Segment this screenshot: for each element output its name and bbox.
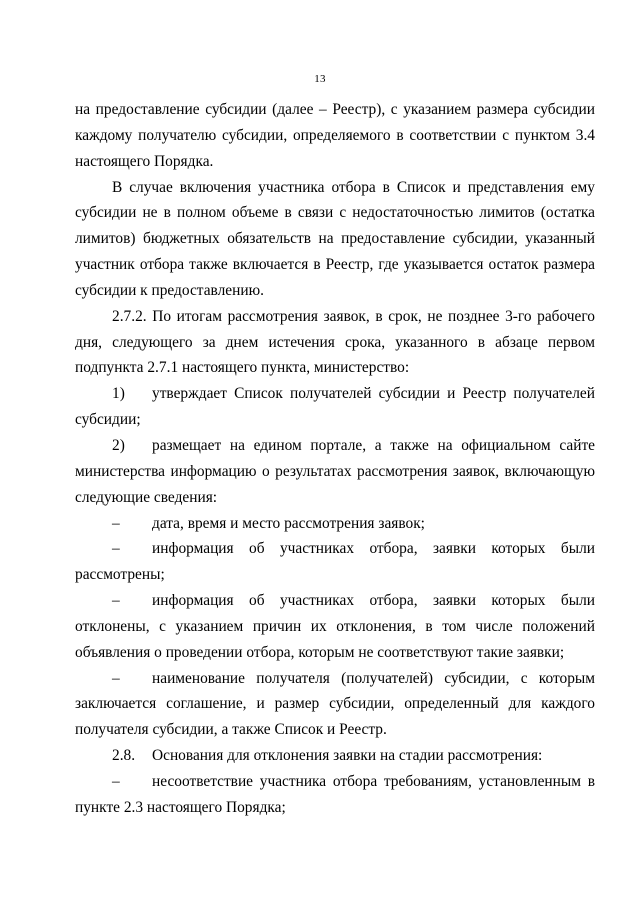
item-text: утверждает Список получателей субсидии и Реестр получателей субсидии;	[75, 385, 595, 429]
item-text: информация об участниках отбора, заявки которых были рассмотрены;	[75, 540, 595, 584]
section-number: 2.8.	[112, 747, 136, 765]
dash-item-rejected-participants	[75, 588, 595, 666]
item-text: размещает на едином портале, а также на официальном сайте министерства информацию о результатах рассмотрения заявок, включающую следующие сведения:	[75, 436, 595, 506]
dash-marker: –	[112, 540, 120, 558]
dash-item-reviewed-participants	[75, 536, 595, 588]
item-marker: 1)	[112, 385, 125, 403]
section-heading-text: Основания для отклонения заявки на стадии рассмотрения:	[152, 747, 543, 765]
dash-marker: –	[112, 669, 120, 687]
paragraph-2-7-2: 2.7.2. По итогам рассмотрения заявок, в срок, не позднее 3-го рабочего дня, следующего за днем истечения срока, указанного в абзаце первом подпункта 2.7.1 настоящего пункта, министерство:	[75, 307, 595, 377]
item-marker: 2)	[112, 436, 125, 454]
item-text: информация об участниках отбора, заявки которых были отклонены, с указанием причин их отклонения, в том числе положений объявления о проведении отбора, которым не соответствуют такие заявки;	[75, 592, 595, 661]
section-2-8	[75, 743, 595, 769]
paragraph-registry-continuation: на предоставление субсидии (далее – Реестр), с указанием размера субсидии каждому получателю субсидии, определяемого в соответствии с пунктом 3.4 настоящего Порядка.	[75, 101, 595, 170]
page-number: 13	[314, 73, 326, 85]
dash-marker: –	[112, 772, 120, 790]
dash-marker: –	[112, 592, 120, 610]
numbered-item-1	[75, 381, 595, 433]
dash-item-nonconformity	[75, 769, 595, 821]
numbered-item-2	[75, 433, 595, 511]
dash-item-recipient-name	[75, 666, 595, 744]
paragraph-partial-subsidy: В случае включения участника отбора в Список и представления ему субсидии не в полном объеме в связи с недостаточностью лимитов (остатка лимитов) бюджетных обязательств на предоставление субсидии, указанный участник отбора также включается в Реестр, где указывается остаток размера субсидии к предоставлению.	[75, 178, 595, 299]
document-body	[75, 97, 595, 821]
item-text: дата, время и место рассмотрения заявок;	[152, 514, 425, 532]
dash-marker: –	[112, 514, 120, 532]
item-text: наименование получателя (получателей) субсидии, с которым заключается соглашение, и размер субсидии, определенный для каждого получателя субсидии, а также Список и Реестр.	[75, 669, 595, 739]
dash-item-date-time-place	[75, 511, 595, 537]
item-text: несоответствие участника отбора требованиям, установленным в пункте 2.3 настоящего Порядка;	[75, 772, 595, 816]
